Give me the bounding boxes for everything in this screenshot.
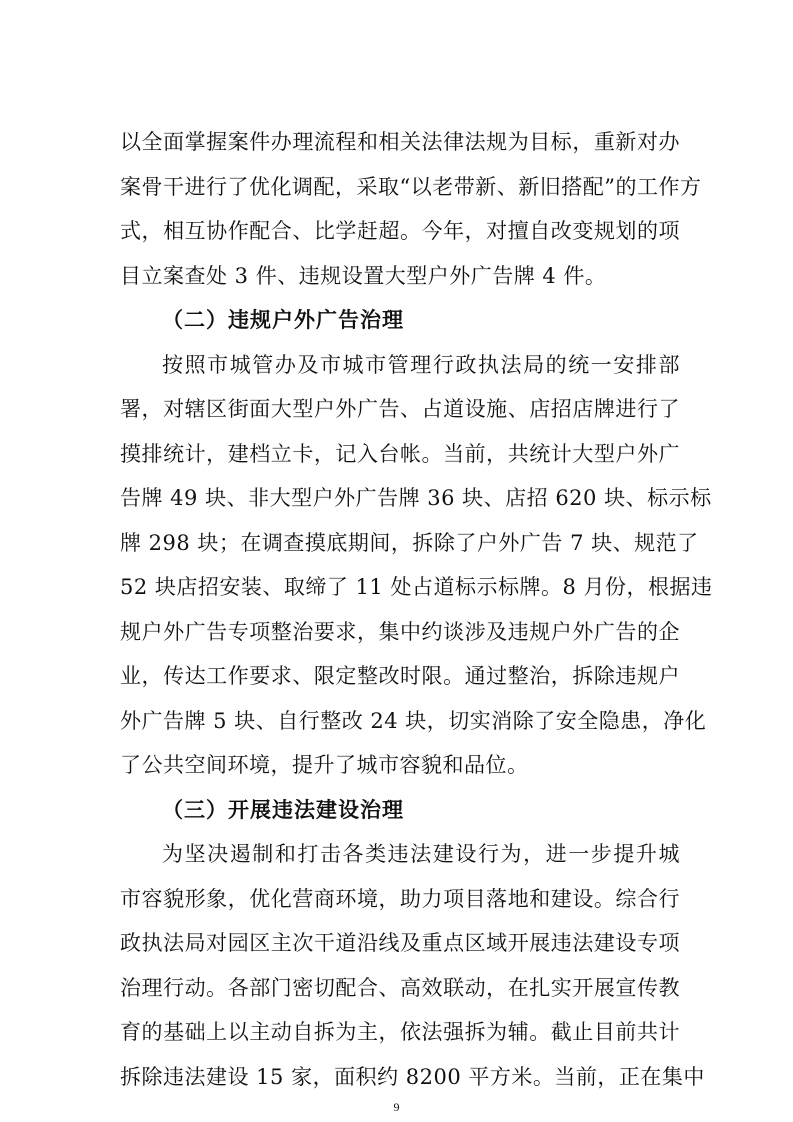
paragraph-line: 业，传达工作要求、限定整改时限。通过整治，拆除违规户 [120, 664, 680, 688]
paragraph-line: 外广告牌 5 块、自行整改 24 块，切实消除了安全隐患，净化 [120, 709, 707, 733]
paragraph-line: 目立案查处 3 件、违规设置大型户外广告牌 4 件。 [120, 264, 607, 288]
paragraph-line: 52 块店招安装、取缔了 11 处占道标示标牌。8 月份，根据违 [120, 575, 713, 599]
paragraph-line: 告牌 49 块、非大型户外广告牌 36 块、店招 620 块、标示标 [120, 486, 712, 510]
paragraph-line: 案骨干进行了优化调配，采取“以老带新、新旧搭配”的工作方 [120, 175, 702, 199]
section-heading: （二）违规户外广告治理 [162, 308, 404, 332]
paragraph-line: 按照市城管办及市城市管理行政执法局的统一安排部 [162, 353, 680, 377]
paragraph-line: 规户外广告专项整治要求，集中约谈涉及违规户外广告的企 [120, 620, 680, 644]
paragraph-line: 市容貌形象，优化营商环境，助力项目落地和建设。综合行 [120, 887, 680, 911]
paragraph-line: 署，对辖区街面大型户外广告、占道设施、店招店牌进行了 [120, 397, 680, 421]
paragraph-line: 牌 298 块；在调查摸底期间，拆除了户外广告 7 块、规范了 [120, 531, 699, 555]
section-heading: （三）开展违法建设治理 [162, 798, 404, 822]
paragraph-line: 了公共空间环境，提升了城市容貌和品位。 [120, 753, 529, 777]
paragraph-line: 拆除违法建设 15 家，面积约 8200 平方米。当前，正在集中 [120, 1065, 705, 1089]
paragraph-line: 式，相互协作配合、比学赶超。今年，对擅自改变规划的项 [120, 219, 680, 243]
paragraph-line: 治理行动。各部门密切配合、高效联动，在扎实开展宣传教 [120, 976, 680, 1000]
page-number: 9 [393, 1100, 400, 1114]
paragraph-line: 以全面掌握案件办理流程和相关法律法规为目标，重新对办 [120, 130, 680, 154]
paragraph-line: 政执法局对园区主次干道沿线及重点区域开展违法建设专项 [120, 931, 680, 955]
paragraph-line: 育的基础上以主动自拆为主，依法强拆为辅。截止目前共计 [120, 1020, 680, 1044]
paragraph-line: 为坚决遏制和打击各类违法建设行为，进一步提升城 [162, 842, 680, 866]
paragraph-line: 摸排统计，建档立卡，记入台帐。当前，共统计大型户外广 [120, 442, 680, 466]
